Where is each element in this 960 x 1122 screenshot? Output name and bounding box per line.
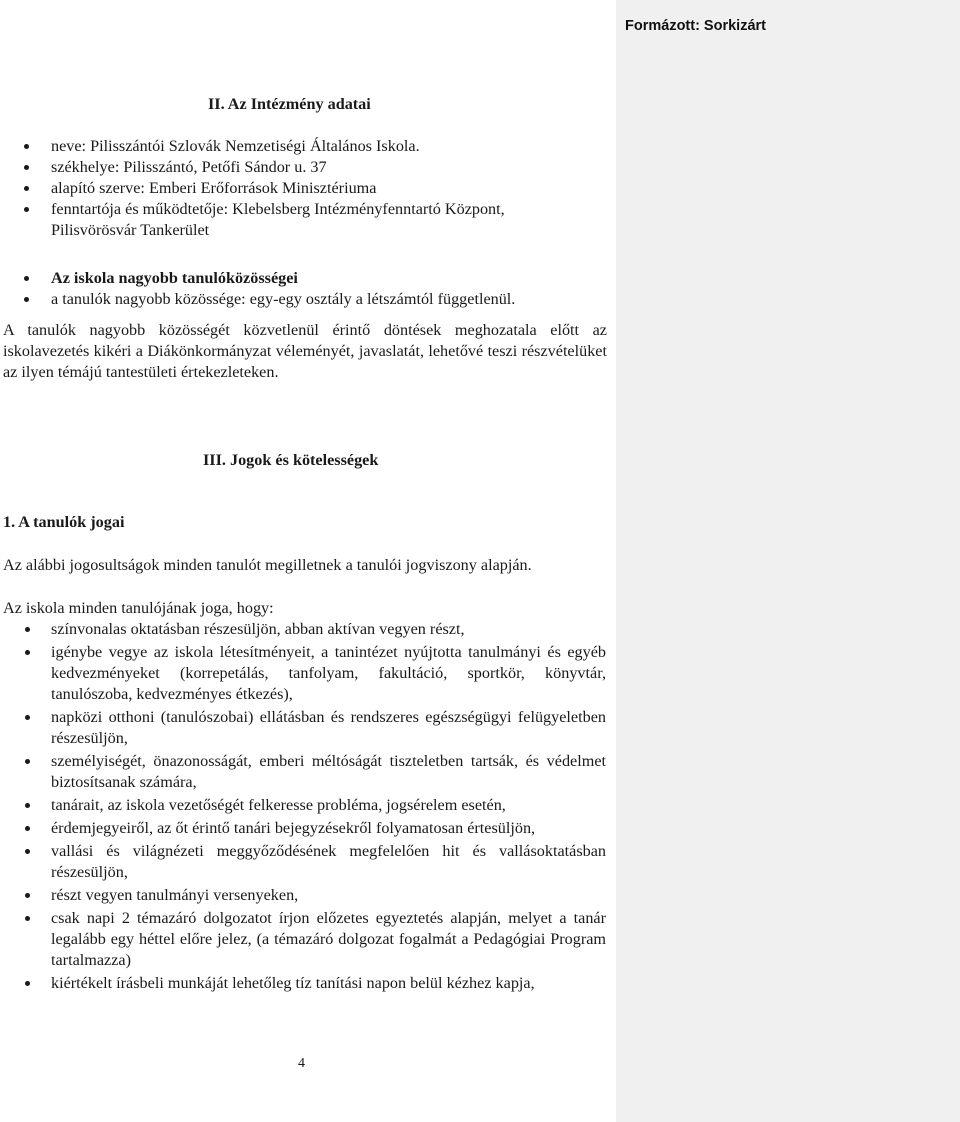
list-item: színvonalas oktatásban részesüljön, abban aktívan vegyen részt,	[51, 619, 606, 640]
list-item: csak napi 2 témazáró dolgozatot írjon előzetes egyeztetés alapján, melyet a tanár legalább egy héttel előre jelez, (a témazáró dolgozat fogalmát a Pedagógiai Program tartalmazza)	[51, 909, 606, 969]
student-rights-subtitle: 1. A tanulók jogai	[3, 513, 125, 531]
list-item: tanárait, az iskola vezetőségét felkeresse probléma, jogsérelem esetén,	[51, 795, 606, 816]
list-item: fenntartója és működtetője: Klebelsberg Intézményfenntartó Központ, Pilisvörösvár Tankerület	[51, 199, 591, 241]
list-item: a tanulók nagyobb közössége: egy-egy osztály a létszámtól függetlenül.	[51, 289, 611, 310]
list-item: érdemjegyeiről, az őt érintő tanári bejegyzésekről folyamatosan értesüljön,	[51, 818, 606, 839]
institution-data-list	[51, 136, 591, 241]
list-item: személyiségét, önazonosságát, emberi méltóságát tiszteletben tartsák, és védelmet biztosítsanak számára,	[51, 752, 606, 791]
community-paragraph: A tanulók nagyobb közösségét közvetlenül érintő döntések meghozatala előtt az iskolavezetés kikéri a Diákönkormányzat véleményét, javaslatát, lehetővé teszi részvételüket az ilyen témájú tantestületi értekezleteken.	[3, 321, 607, 381]
list-item: alapító szerve: Emberi Erőforrások Minisztériuma	[51, 178, 591, 199]
list-item: kiértékelt írásbeli munkáját lehetőleg tíz tanítási napon belül kézhez kapja,	[51, 973, 606, 994]
list-item: székhelye: Pilisszántó, Petőfi Sándor u. 37	[51, 157, 591, 178]
student-rights-list	[51, 619, 606, 996]
list-item: igénybe vegye az iskola létesítményeit, a tanintézet nyújtotta tanulmányi és egyéb kedvezményeket (korrepetálás, tanfolyam, fakultáció, sportkör, könyvtár, tanulószoba, kedvezményes étkezés),	[51, 643, 606, 703]
list-item: napközi otthoni (tanulószobai) ellátásban és rendszeres egészségügyi felügyeletben részesüljön,	[51, 708, 606, 747]
list-item: részt vegyen tanulmányi versenyeken,	[51, 885, 606, 906]
comment-margin-panel	[616, 0, 960, 1122]
list-item: Az iskola nagyobb tanulóközösségei	[51, 268, 611, 289]
page-number: 4	[298, 1056, 305, 1071]
list-item: neve: Pilisszántói Szlovák Nemzetiségi Általános Iskola.	[51, 136, 591, 157]
section-3-title: III. Jogok és kötelességek	[203, 451, 379, 469]
section-2-title: II. Az Intézmény adatai	[208, 95, 371, 113]
rights-intro: Az alábbi jogosultságok minden tanulót megilletnek a tanulói jogviszony alapján.	[3, 556, 532, 574]
rights-lead: Az iskola minden tanulójának joga, hogy:	[3, 599, 274, 617]
list-item: vallási és világnézeti meggyőződésének megfelelően hit és vallásoktatásban részesüljön,	[51, 842, 606, 881]
community-list	[51, 268, 611, 310]
formatting-comment[interactable]: Formázott: Sorkizárt	[625, 18, 766, 34]
